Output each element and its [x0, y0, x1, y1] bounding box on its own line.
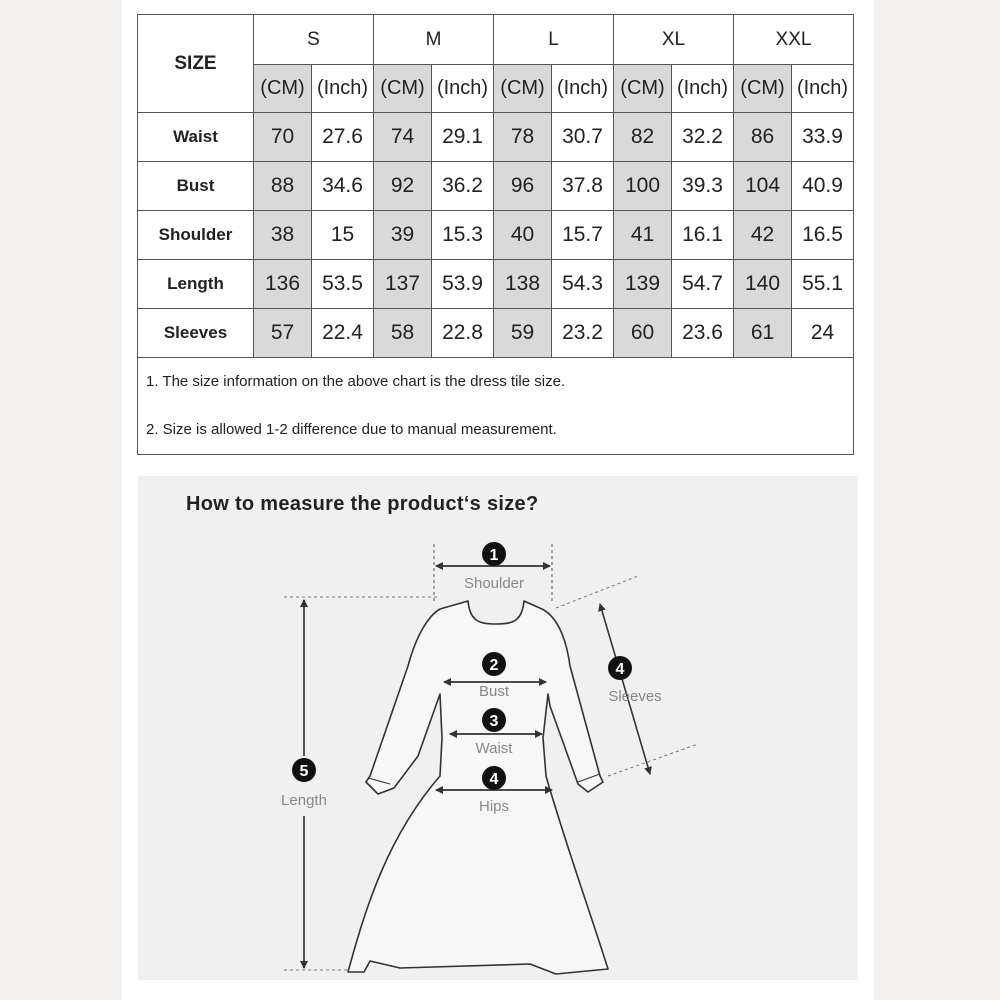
value-cm: 57 [254, 309, 312, 358]
measure-title: How to measure the product‘s size? [186, 493, 539, 515]
measurement-row-bust [138, 162, 854, 211]
note-1: 1. The size information on the above chart is the dress tile size. [146, 373, 566, 390]
size-xl-header: XL [614, 15, 734, 65]
badge-waist-num: 3 [489, 713, 499, 730]
value-inch: 53.5 [312, 260, 374, 309]
value-cm: 136 [254, 260, 312, 309]
size-chart-table [137, 14, 854, 455]
value-cm: 38 [254, 211, 312, 260]
value-inch: 55.1 [792, 260, 854, 309]
value-inch: 16.1 [672, 211, 734, 260]
label-bust: Bust [478, 683, 510, 700]
value-inch: 23.6 [672, 309, 734, 358]
size-header-row [138, 15, 854, 65]
sleeve-guide-top [556, 576, 638, 608]
value-inch: 15 [312, 211, 374, 260]
value-cm: 60 [614, 309, 672, 358]
value-inch: 22.8 [432, 309, 494, 358]
badge-length-num: 5 [299, 763, 309, 780]
value-cm: 70 [254, 113, 312, 162]
unit-inch: (Inch) [312, 65, 374, 113]
value-inch: 53.9 [432, 260, 494, 309]
size-s-header: S [254, 15, 374, 65]
size-m-header: M [374, 15, 494, 65]
value-cm: 40 [494, 211, 552, 260]
value-cm: 140 [734, 260, 792, 309]
size-corner-label: SIZE [138, 15, 254, 113]
value-inch: 36.2 [432, 162, 494, 211]
value-cm: 42 [734, 211, 792, 260]
value-cm: 41 [614, 211, 672, 260]
value-inch: 40.9 [792, 162, 854, 211]
value-inch: 29.1 [432, 113, 494, 162]
unit-cm: (CM) [374, 65, 432, 113]
dress-diagram [138, 476, 858, 980]
value-cm: 39 [374, 211, 432, 260]
value-inch: 33.9 [792, 113, 854, 162]
value-cm: 61 [734, 309, 792, 358]
measurement-rows [138, 113, 854, 358]
value-cm: 96 [494, 162, 552, 211]
value-inch: 22.4 [312, 309, 374, 358]
value-inch: 32.2 [672, 113, 734, 162]
unit-inch: (Inch) [672, 65, 734, 113]
value-inch: 54.7 [672, 260, 734, 309]
badge-hips-num: 4 [489, 771, 499, 788]
value-inch: 27.6 [312, 113, 374, 162]
value-cm: 92 [374, 162, 432, 211]
value-cm: 104 [734, 162, 792, 211]
sleeve-guide-bottom [608, 744, 698, 776]
row-label: Length [138, 260, 254, 309]
value-cm: 137 [374, 260, 432, 309]
value-cm: 82 [614, 113, 672, 162]
measurement-row-length [138, 260, 854, 309]
label-shoulder: Shoulder [463, 575, 525, 592]
value-inch: 37.8 [552, 162, 614, 211]
measurement-row-waist [138, 113, 854, 162]
value-inch: 54.3 [552, 260, 614, 309]
value-cm: 78 [494, 113, 552, 162]
value-cm: 138 [494, 260, 552, 309]
measurement-row-shoulder [138, 211, 854, 260]
unit-cm: (CM) [254, 65, 312, 113]
unit-cm: (CM) [614, 65, 672, 113]
row-label: Shoulder [138, 211, 254, 260]
note-2: 2. Size is allowed 1-2 difference due to manual measurement. [146, 421, 557, 438]
row-label: Sleeves [138, 309, 254, 358]
badge-shoulder-num: 1 [489, 547, 499, 564]
dress-outline [348, 601, 608, 974]
unit-inch: (Inch) [432, 65, 494, 113]
value-inch: 15.7 [552, 211, 614, 260]
value-inch: 24 [792, 309, 854, 358]
value-cm: 100 [614, 162, 672, 211]
badge-bust-num: 2 [489, 657, 499, 674]
value-cm: 139 [614, 260, 672, 309]
label-sleeves: Sleeves [608, 688, 662, 705]
measurement-row-sleeves [138, 309, 854, 358]
value-cm: 88 [254, 162, 312, 211]
value-inch: 34.6 [312, 162, 374, 211]
value-cm: 86 [734, 113, 792, 162]
value-inch: 16.5 [792, 211, 854, 260]
label-hips: Hips [478, 798, 510, 815]
value-inch: 30.7 [552, 113, 614, 162]
size-xxl-header: XXL [734, 15, 854, 65]
unit-cm: (CM) [494, 65, 552, 113]
value-cm: 74 [374, 113, 432, 162]
value-cm: 59 [494, 309, 552, 358]
size-l-header: L [494, 15, 614, 65]
notes-cell [138, 358, 854, 455]
row-label: Bust [138, 162, 254, 211]
value-cm: 58 [374, 309, 432, 358]
badge-sleeves-num: 4 [615, 661, 625, 678]
value-inch: 23.2 [552, 309, 614, 358]
value-inch: 15.3 [432, 211, 494, 260]
notes-row [138, 358, 854, 455]
row-label: Waist [138, 113, 254, 162]
label-length: Length [281, 792, 327, 809]
unit-inch: (Inch) [792, 65, 854, 113]
label-waist: Waist [475, 740, 513, 757]
unit-cm: (CM) [734, 65, 792, 113]
value-inch: 39.3 [672, 162, 734, 211]
measure-guide-panel [138, 476, 858, 980]
unit-inch: (Inch) [552, 65, 614, 113]
